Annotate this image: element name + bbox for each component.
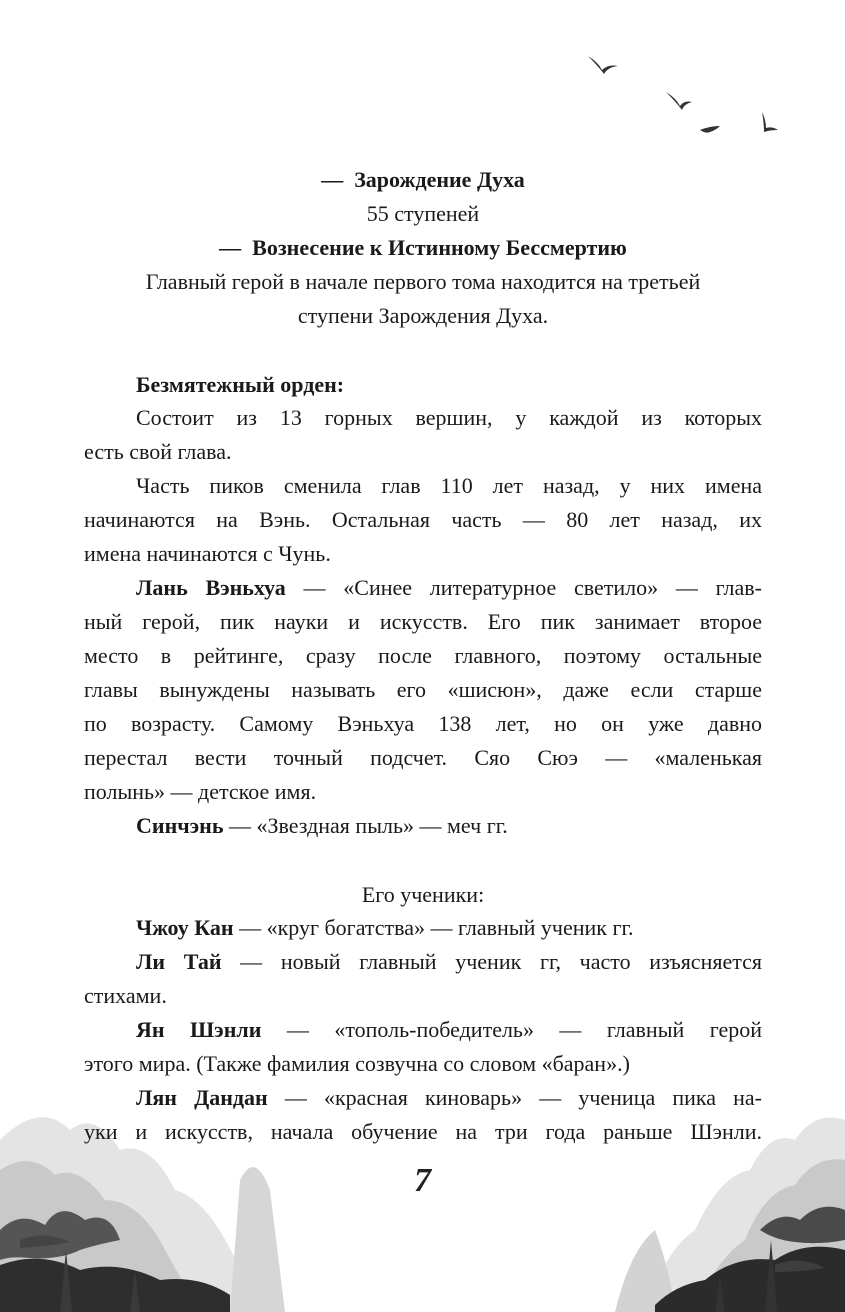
- student-description: — «круг богатства» — главный ученик гг.: [233, 915, 634, 940]
- student-entry: [84, 945, 762, 979]
- paragraph-line: Часть пиков сменила глав 110 лет назад, у них имена: [136, 473, 762, 498]
- paragraph-line: Состоит из 13 горных вершин, у каждой из которых: [136, 405, 762, 430]
- rank-steps: 55 ступеней: [366, 201, 480, 226]
- dash: —: [219, 235, 242, 260]
- character-name: Лань Вэньхуа: [136, 575, 286, 600]
- student-description: — «красная киноварь» — ученица пика на-: [267, 1085, 763, 1110]
- student-name: Чжоу Кан: [136, 915, 234, 940]
- paragraph-line: главы вынуждены называть его «шисюн», даже если старше: [84, 677, 762, 702]
- student-name: Лян Дандан: [136, 1085, 268, 1110]
- sword-name: Синчэнь: [136, 813, 224, 838]
- rank-note-line: Главный герой в начале первого тома находится на третьей: [145, 269, 701, 294]
- sword-description: — «Звездная пыль» — меч гг.: [223, 813, 508, 838]
- character-entry-line: [84, 571, 762, 605]
- paragraph-line: место в рейтинге, сразу после главного, поэтому остальные: [84, 643, 762, 668]
- page-number: 7: [414, 1162, 431, 1199]
- flying-birds-illustration: [580, 40, 800, 150]
- paragraph-line: полынь» — детское имя.: [84, 779, 317, 804]
- student-description: — новый главный ученик гг, часто изъясняется: [221, 949, 762, 974]
- paragraph-line: по возрасту. Самому Вэньхуа 138 лет, но он уже давно: [84, 711, 762, 736]
- paragraph-line: начинаются на Вэнь. Остальная часть — 80 лет назад, их: [84, 507, 762, 532]
- paragraph-line: ный герой, пик науки и искусств. Его пик занимает второе: [84, 609, 762, 634]
- student-entry: [84, 911, 762, 945]
- section-heading-order: Безмятежный орден:: [136, 372, 345, 397]
- paragraph-line: этого мира. (Также фамилия созвучна со словом «баран».): [84, 1051, 630, 1076]
- paragraph-line: перестал вести точный подсчет. Сяо Сюэ — «маленькая: [84, 745, 762, 770]
- dash: —: [321, 167, 344, 192]
- paragraph-line: имена начинаются с Чунь.: [84, 541, 331, 566]
- paragraph-line: стихами.: [84, 983, 167, 1008]
- rank-note-line: ступени Зарождения Духа.: [297, 303, 549, 328]
- paragraph-line: уки и искусств, начала обучение на три года раньше Шэнли.: [84, 1119, 762, 1144]
- rank-name: Вознесение к Истинному Бессмертию: [252, 235, 627, 260]
- sword-entry: [84, 809, 762, 843]
- student-description: — «тополь-победитель» — главный герой: [261, 1017, 762, 1042]
- rank-name: Зарождение Духа: [354, 167, 525, 192]
- student-name: Ли Тай: [136, 949, 222, 974]
- student-name: Ян Шэнли: [136, 1017, 262, 1042]
- student-entry: [84, 1081, 762, 1115]
- section-heading-students: Его ученики:: [361, 882, 485, 907]
- rank-line-ascension: [84, 231, 762, 265]
- student-entry: [84, 1013, 762, 1047]
- character-description: — «Синее литературное светило» — глав-: [285, 575, 762, 600]
- rank-line-spirit-birth: [84, 163, 762, 197]
- paragraph-line: есть свой глава.: [84, 439, 232, 464]
